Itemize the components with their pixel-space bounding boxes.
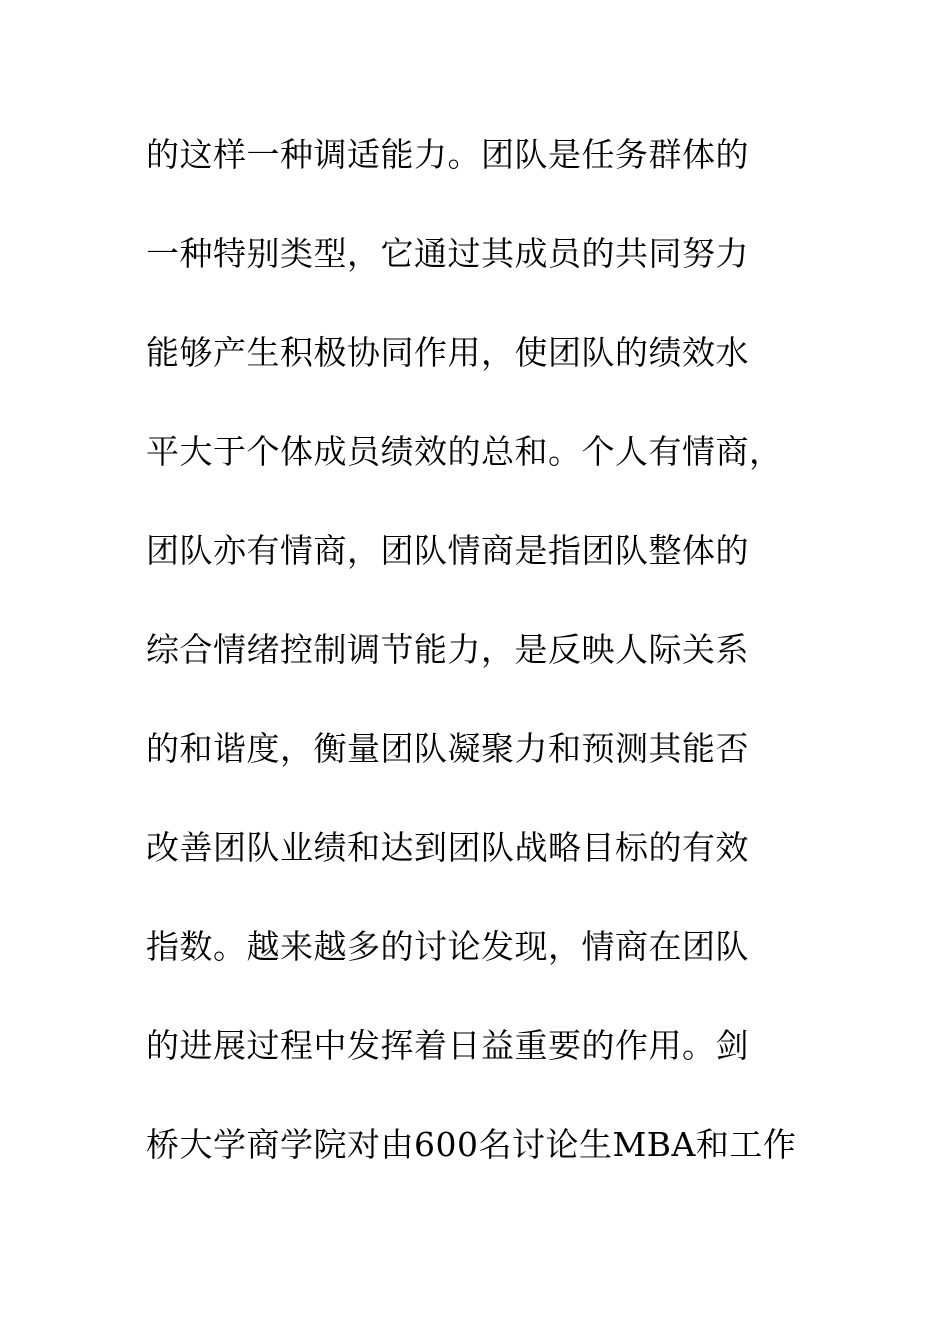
text-line: 能够产生积极协同作用，使团队的绩效水 <box>146 333 749 372</box>
body-text <box>146 122 826 1211</box>
text-line: 的进展过程中发挥着日益重要的作用。剑 <box>146 1026 749 1065</box>
text-line: 的这样一种调适能力。团队是任务群体的 <box>146 135 749 174</box>
text-line: 团队亦有情商，团队情商是指团队整体的 <box>146 531 749 570</box>
text-line: 一种特别类型，它通过其成员的共同努力 <box>146 234 749 273</box>
text-line: 桥大学商学院对由600名讨论生MBA和工作 <box>146 1125 797 1164</box>
text-line: 的和谐度，衡量团队凝聚力和预测其能否 <box>146 729 749 768</box>
text-line: 平大于个体成员绩效的总和。个人有情商， <box>146 432 783 471</box>
text-line: 改善团队业绩和达到团队战略目标的有效 <box>146 828 749 867</box>
text-line: 指数。越来越多的讨论发现，情商在团队 <box>146 927 749 966</box>
text-line: 综合情绪控制调节能力，是反映人际关系 <box>146 630 749 669</box>
